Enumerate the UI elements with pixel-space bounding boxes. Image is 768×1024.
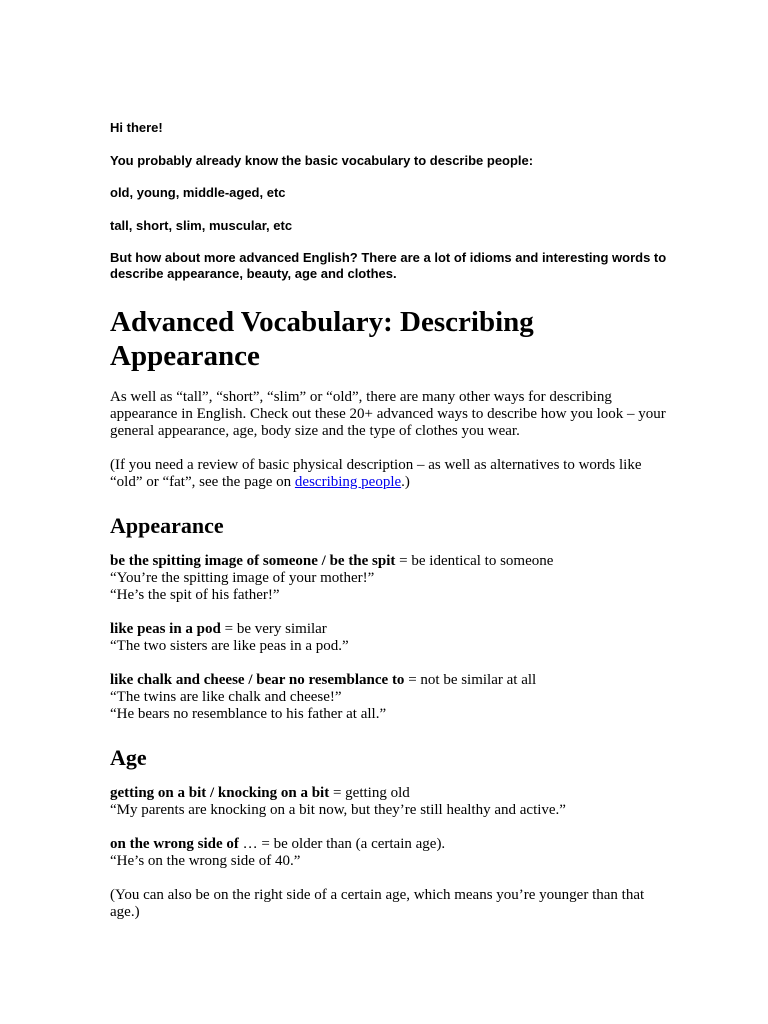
entry-term: be the spitting image of someone / be the spit [110,553,396,569]
entry-getting-on-a-bit [110,785,670,819]
entry-term: like peas in a pod [110,621,221,637]
entry-term: getting on a bit / knocking on a bit [110,785,330,801]
paragraph-2-text-after: .) [401,474,410,490]
section-heading-appearance: Appearance [110,513,224,538]
entry-example: “He’s the spit of his father!” [110,587,280,603]
intro-greeting: Hi there! [110,120,163,135]
article-paragraph-1: As well as “tall”, “short”, “slim” or “old”, there are many other ways for describing appearance in English. Check out these 20+ advanced ways to describe how you look – your general appearance, age, body size and the type of clothes you wear. [110,389,666,439]
paragraph-2-text-before: (If you need a review of basic physical description – as well as alternatives to words like “old” or “fat”, see the page on [110,457,642,490]
entry-example: “My parents are knocking on a bit now, but they’re still healthy and active.” [110,802,566,818]
entry-example: “The two sisters are like peas in a pod.” [110,638,349,654]
intro-line-advanced: But how about more advanced English? There are a lot of idioms and interesting words to describe appearance, beauty, age and clothes. [110,250,667,281]
intro-line-age-words: old, young, middle-aged, etc [110,185,286,200]
intro-line-basic-vocabulary: You probably already know the basic vocabulary to describe people: [110,152,534,168]
entry-example: “He bears no resemblance to his father at all.” [110,706,387,722]
entry-example: “You’re the spitting image of your mother!” [110,570,375,586]
page-title: Advanced Vocabulary: Describing Appearance [110,306,534,372]
describing-people-link[interactable]: describing people [294,474,402,490]
entry-definition: = getting old [329,785,410,801]
entry-wrong-side-of [110,836,670,870]
entry-spitting-image [110,553,670,604]
entry-definition: = be very similar [220,621,327,637]
entry-chalk-and-cheese [110,672,670,723]
article-paragraph-2 [110,457,670,491]
entry-peas-in-a-pod [110,621,670,655]
entry-example: “The twins are like chalk and cheese!” [110,689,342,705]
document-page [110,120,670,938]
intro-line-size-words: tall, short, slim, muscular, etc [110,217,293,233]
entry-term: on the wrong side of [110,836,239,852]
intro-block [110,120,670,281]
entry-example: “He’s on the wrong side of 40.” [110,853,301,869]
entry-definition: = not be similar at all [404,672,537,688]
entry-definition: … = be older than (a certain age). [238,836,446,852]
entry-definition: = be identical to someone [395,553,554,569]
section-heading-age: Age [110,745,147,770]
entry-term: like chalk and cheese / bear no resemblance to [110,672,405,688]
age-note: (You can also be on the right side of a certain age, which means you’re younger than that age.) [110,887,645,920]
